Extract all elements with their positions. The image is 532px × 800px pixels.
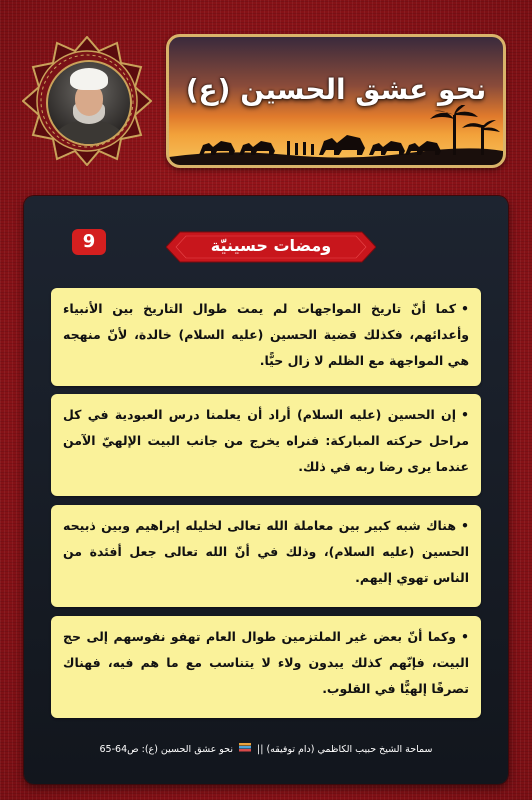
- title-banner: [166, 34, 506, 168]
- author-portrait: [46, 60, 132, 146]
- quote-text: كما أنّ تاريخ المواجهات لم يمت طوال التاريخ بين الأنبياء وأعدائهم، فكذلك قضية الحسين (عليه السلام) خالدة، لأنّ منهجه هي المواجهة مع الظلم لا زال حيًّا.: [63, 301, 469, 368]
- quote-text: إن الحسين (عليه السلام) أراد أن يعلمنا درس العبودية في كل مراحل حركته المباركة: فنراه يخرج من جانب البيت الإلهيّ الآمن عندما يرى رضا ربه في ذلك.: [63, 407, 469, 474]
- quote-card: [51, 616, 481, 718]
- footer-author: سماحة الشيخ حبيب الكاظمي (دام توفيقه) ||: [257, 744, 433, 755]
- section-ribbon: [166, 230, 376, 264]
- caravan-silhouette-icon: [169, 105, 503, 165]
- quote-text: وكما أنّ بعض غير الملتزمين طوال العام تهفو نفوسهم إلى حج البيت، فإنّهم كذلك يبدون ولاء لا يتناسب مع ما هم فيه، فهناك تصرفًا إلهيًّا في القلوب.: [63, 629, 469, 696]
- source-footer: [24, 742, 508, 755]
- content-panel: [24, 196, 508, 784]
- footer-source: نحو عشق الحسين (ع): ص64-65: [99, 744, 233, 755]
- bullet-dot: •: [461, 407, 469, 422]
- bullet-dot: •: [461, 301, 469, 316]
- book-icon: [239, 742, 251, 755]
- section-title: ومضات حسينيّة: [210, 236, 332, 255]
- bullet-dot: •: [461, 518, 469, 533]
- episode-number-badge: 9: [72, 229, 106, 255]
- quote-card: [51, 394, 481, 496]
- quote-text: هناك شبه كبير بين معاملة الله تعالى لخليله إبراهيم وبين ذبيحه الحسين (عليه السلام)، وذلك في أنّ الله تعالى جعل أفئدة من الناس تهوي إليهم.: [63, 518, 469, 585]
- page-title: نحو عشق الحسين (ع): [185, 73, 487, 106]
- bullet-dot: •: [461, 629, 469, 644]
- quote-card: [51, 505, 481, 607]
- quote-card: [51, 288, 481, 386]
- author-portrait-frame: [22, 36, 152, 166]
